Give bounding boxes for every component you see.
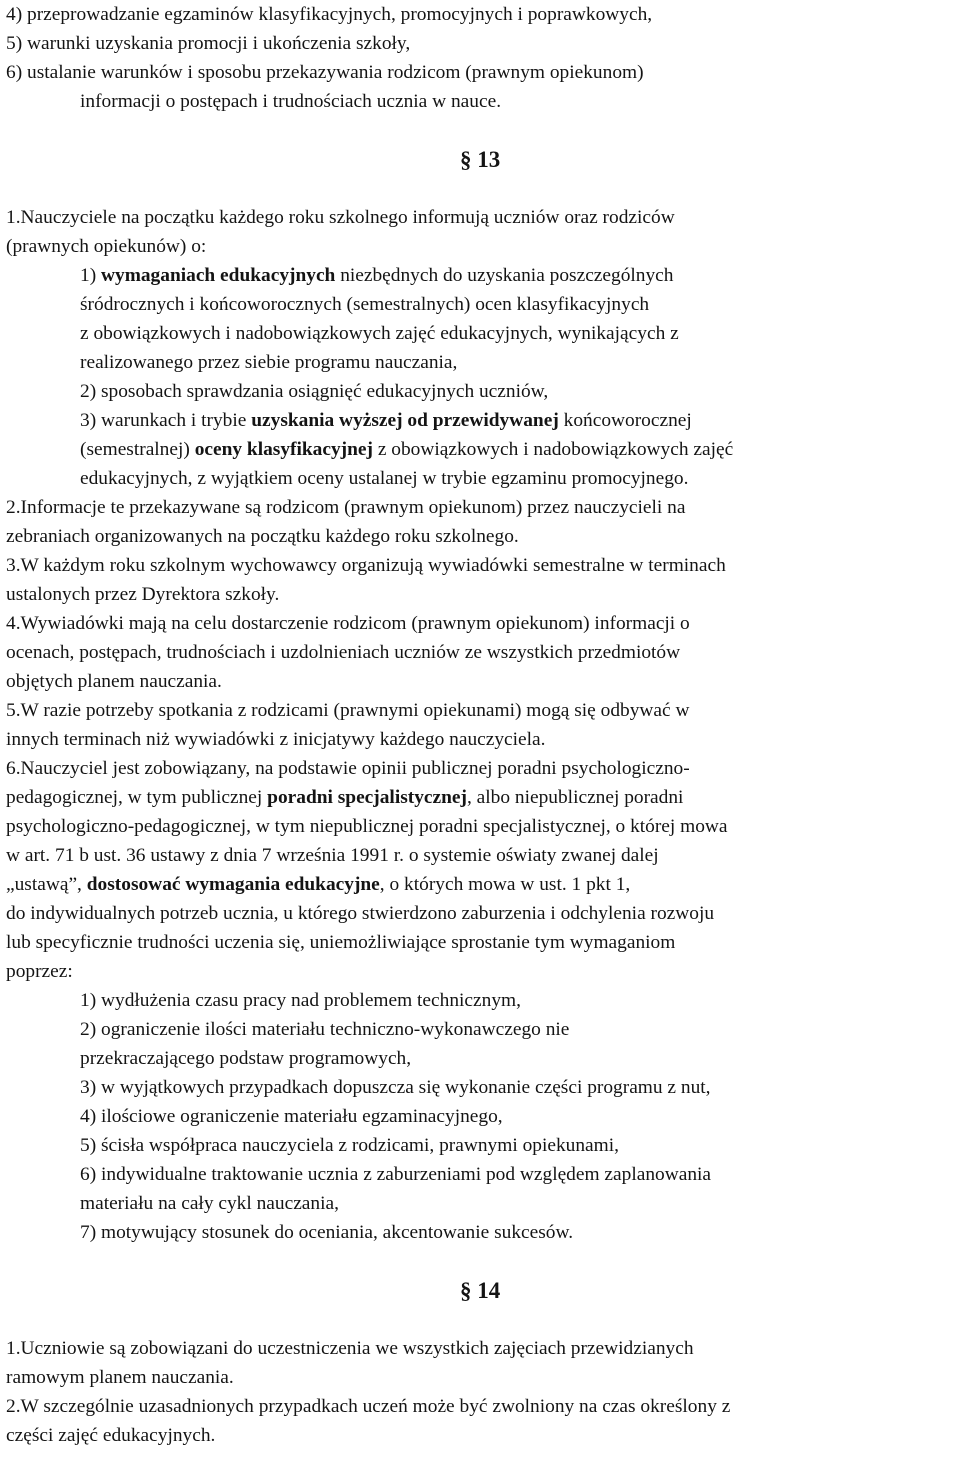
- s13-p4-line1: 4.Wywiadówki mają na celu dostarczenie rodzicom (prawnym opiekunom) informacji o: [6, 613, 690, 634]
- intro-line-5: 5) warunki uzyskania promocji i ukończenia szkoły,: [6, 33, 411, 54]
- s13-p6-line4: w art. 71 b ust. 36 ustawy z dnia 7 września 1991 r. o systemie oświaty zwanej dalej: [6, 845, 659, 866]
- s13-item1-bold: wymaganiach edukacyjnych: [101, 265, 336, 286]
- s14-p1-line2: ramowym planem nauczania.: [6, 1367, 234, 1388]
- s13-item2: 2) sposobach sprawdzania osiągnięć edukacyjnych uczniów,: [80, 381, 549, 402]
- intro-line-6-cont: informacji o postępach i trudnościach ucznia w nauce.: [80, 91, 502, 112]
- s13-p6-line2: pedagogicznej, w tym publicznej poradni specjalistycznej, albo niepublicznej poradni: [6, 787, 684, 808]
- s13-p6-bold-2: dostosować wymagania edukacyjne: [86, 874, 380, 895]
- s13-item3-line1: 3) warunkach i trybie uzyskania wyższej od przewidywanej końcoworocznej: [80, 410, 692, 431]
- s13-p6-line3: psychologiczno-pedagogicznej, w tym niepublicznej poradni specjalistycznej, o której mowa: [6, 816, 728, 837]
- s13-list-item-1: 1) wydłużenia czasu pracy nad problemem technicznym,: [80, 990, 521, 1011]
- s13-list-item-7: 7) motywujący stosunek do oceniania, akcentowanie sukcesów.: [80, 1222, 574, 1243]
- s13-p6-line8: poprzez:: [6, 961, 73, 982]
- s13-list-item-2: 2) ograniczenie ilości materiału techniczno-wykonawczego nie: [80, 1019, 570, 1040]
- s13-p1-line1: 1.Nauczyciele na początku każdego roku szkolnego informują uczniów oraz rodziców: [6, 207, 675, 228]
- s13-p6-bold-1: poradni specjalistycznej: [267, 787, 467, 808]
- s13-list-item-6-cont: materiału na cały cykl nauczania,: [80, 1193, 339, 1214]
- s13-item3-bold-2: oceny klasyfikacyjnej: [194, 439, 373, 460]
- s13-p3-line2: ustalonych przez Dyrektora szkoły.: [6, 584, 280, 605]
- intro-line-4: 4) przeprowadzanie egzaminów klasyfikacyjnych, promocyjnych i poprawkowych,: [6, 4, 653, 25]
- section-heading-14: § 14: [460, 1278, 501, 1303]
- s13-p2-line2: zebraniach organizowanych na początku każdego roku szkolnego.: [6, 526, 519, 547]
- s13-p5-line1: 5.W razie potrzeby spotkania z rodzicami (prawnymi opiekunami) mogą się odbywać w: [6, 700, 690, 721]
- s13-p6-line1: 6.Nauczyciel jest zobowiązany, na podstawie opinii publicznej poradni psychologiczno-: [6, 758, 690, 779]
- intro-line-6: 6) ustalanie warunków i sposobu przekazywania rodzicom (prawnym opiekunom): [6, 62, 644, 83]
- s13-list-item-2-cont: przekraczającego podstaw programowych,: [80, 1048, 412, 1069]
- s13-item1-line2: śródrocznych i końcoworocznych (semestralnych) ocen klasyfikacyjnych: [80, 294, 650, 315]
- s13-list-item-5: 5) ścisła współpraca nauczyciela z rodzicami, prawnymi opiekunami,: [80, 1135, 619, 1156]
- s13-p5-line2: innych terminach niż wywiadówki z inicjatywy każdego nauczyciela.: [6, 729, 546, 750]
- s13-list-item-6: 6) indywidualne traktowanie ucznia z zaburzeniami pod względem zaplanowania: [80, 1164, 712, 1185]
- s14-p1-line1: 1.Uczniowie są zobowiązani do uczestniczenia we wszystkich zajęciach przewidzianych: [6, 1338, 694, 1359]
- s13-item3-line3: edukacyjnych, z wyjątkiem oceny ustalanej w trybie egzaminu promocyjnego.: [80, 468, 689, 489]
- s13-p2-line1: 2.Informacje te przekazywane są rodzicom (prawnym opiekunom) przez nauczycieli na: [6, 497, 686, 518]
- s13-item1-line4: realizowanego przez siebie programu nauczania,: [80, 352, 458, 373]
- s13-item1-line1: 1) wymaganiach edukacyjnych niezbędnych do uzyskania poszczególnych: [80, 265, 674, 286]
- s13-p4-line2: ocenach, postępach, trudnościach i uzdolnieniach uczniów ze wszystkich przedmiotów: [6, 642, 681, 663]
- s13-p4-line3: objętych planem nauczania.: [6, 671, 222, 692]
- s13-p1-line2: (prawnych opiekunów) o:: [6, 236, 207, 257]
- s13-p6-line5: „ustawą”, dostosować wymagania edukacyjne, o których mowa w ust. 1 pkt 1,: [6, 874, 631, 895]
- s13-item3-bold: uzyskania wyższej od przewidywanej: [251, 410, 559, 431]
- s14-p2-line1: 2.W szczególnie uzasadnionych przypadkach uczeń może być zwolniony na czas określony z: [6, 1396, 731, 1417]
- s13-p6-line7: lub specyficznie trudności uczenia się, uniemożliwiające sprostanie tym wymaganiom: [6, 932, 676, 953]
- s13-p3-line1: 3.W każdym roku szkolnym wychowawcy organizują wywiadówki semestralne w terminach: [6, 555, 726, 576]
- s13-item1-line3: z obowiązkowych i nadobowiązkowych zajęć edukacyjnych, wynikających z: [80, 323, 679, 344]
- s13-list-item-3: 3) w wyjątkowych przypadkach dopuszcza się wykonanie części programu z nut,: [80, 1077, 711, 1098]
- s13-p6-line6: do indywidualnych potrzeb ucznia, u którego stwierdzono zaburzenia i odchylenia rozwoju: [6, 903, 715, 924]
- s13-item3-line2: (semestralnej) oceny klasyfikacyjnej z obowiązkowych i nadobowiązkowych zajęć: [80, 439, 734, 460]
- s14-p2-line2: części zajęć edukacyjnych.: [6, 1425, 216, 1446]
- s13-list-item-4: 4) ilościowe ograniczenie materiału egzaminacyjnego,: [80, 1106, 503, 1127]
- section-heading-13: § 13: [460, 147, 501, 172]
